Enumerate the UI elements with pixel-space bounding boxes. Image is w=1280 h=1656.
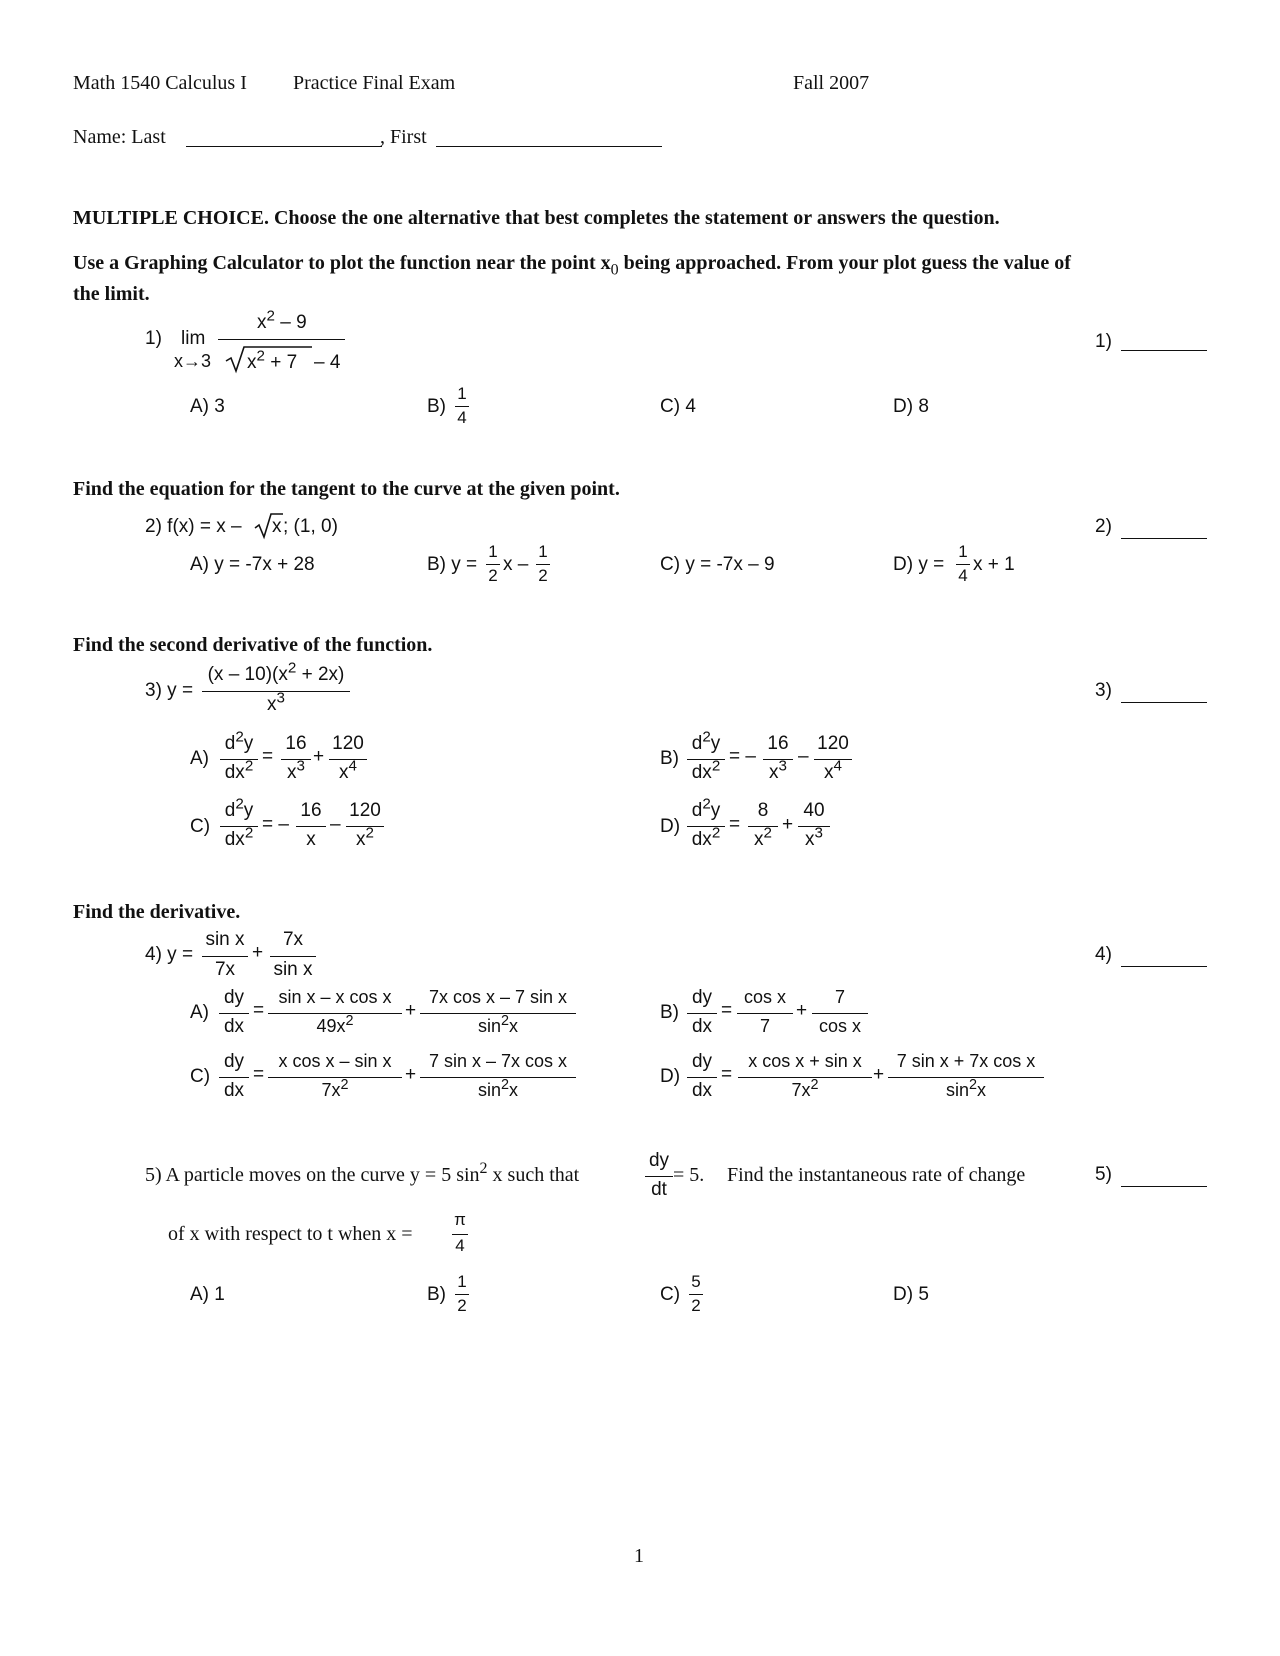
q1-minus-four: – 4 [314, 352, 341, 373]
q5-text-line1: 5) A particle moves on the curve y = 5 $\sin^2 x$ such that [145, 1160, 580, 1186]
tangent-instructions: Find the equation for the tangent to the curve at the given point. [73, 478, 620, 500]
name-last-blank[interactable] [186, 146, 382, 147]
calculator-instructions-line2: the limit. [73, 283, 150, 305]
q5-choice-d[interactable]: D) 5 [893, 1284, 929, 1305]
exam-term: Fall 2007 [793, 72, 870, 94]
name-first-label: , First [380, 126, 427, 148]
q1-approach: x→3 [174, 351, 212, 371]
q5-choice-a[interactable]: A) 1 [190, 1284, 225, 1305]
q1-radicand: $x^2 + 7$ [247, 347, 298, 373]
course-title: Math 1540 Calculus I [73, 72, 247, 94]
q5-pi-over-four: π 4 [452, 1210, 468, 1266]
q2-number: 2) f(x) = x – [145, 516, 242, 537]
multiple-choice-instructions: MULTIPLE CHOICE. Choose the one alternative that best completes the statement or answers the question. [73, 207, 1000, 229]
q4-plus: + [252, 942, 264, 963]
q1-choice-c[interactable]: C) 4 [660, 396, 696, 417]
q1-lim: lim [181, 328, 206, 349]
name-last-label: Name: Last [73, 126, 166, 148]
q2-point: ; (1, 0) [283, 516, 338, 537]
q2-answer-label: 2) [1095, 516, 1112, 537]
q2-choice-a[interactable]: A) y = -7x + 28 [190, 554, 315, 575]
name-first-blank[interactable] [436, 146, 662, 147]
q2-answer-blank[interactable] [1121, 538, 1207, 539]
second-derivative-instructions: Find the second derivative of the function. [73, 634, 433, 656]
q5-equals-five: = 5. [673, 1164, 705, 1186]
q4-answer-label: 4) [1095, 944, 1112, 965]
q4-number: 4) y = [145, 944, 194, 965]
q4-answer-blank[interactable] [1121, 966, 1207, 967]
q2-radicand: x [272, 516, 282, 537]
q4-fraction-1: sin x 7x [202, 929, 248, 985]
q5-answer-label: 5) [1095, 1164, 1112, 1185]
q5-text-line2: of x with respect to t when x = [168, 1223, 413, 1245]
page-number: 1 [634, 1545, 644, 1567]
q5-text-line1-end: Find the instantaneous rate of change [727, 1164, 1026, 1186]
exam-title: Practice Final Exam [293, 72, 456, 94]
q1-number: 1) [145, 328, 162, 349]
q2-choice-c[interactable]: C) y = -7x – 9 [660, 554, 775, 575]
q5-dy-dt: dy dt [645, 1150, 673, 1206]
q3-number: 3) y = [145, 680, 194, 701]
q1-choice-a[interactable]: A) 3 [190, 396, 225, 417]
q1-answer-label: 1) [1095, 331, 1112, 352]
q1-choice-d[interactable]: D) 8 [893, 396, 929, 417]
q5-answer-blank[interactable] [1121, 1186, 1207, 1187]
q1-fraction-bar [218, 339, 345, 340]
q3-answer-blank[interactable] [1121, 702, 1207, 703]
q3-answer-label: 3) [1095, 680, 1112, 701]
q1-numerator: $x^2 - 9$ [257, 307, 307, 333]
calculator-instructions: Use a Graphing Calculator to plot the function near the point $x_0$ being approached. From your plot guess the value of [73, 252, 1071, 279]
q1-answer-blank[interactable] [1121, 350, 1207, 351]
q3-function-fraction: $(x - 10)(x^2 + 2x)$ $x^3$ [202, 664, 350, 720]
q4-fraction-2: 7x sin x [270, 929, 316, 985]
derivative-instructions: Find the derivative. [73, 901, 241, 923]
